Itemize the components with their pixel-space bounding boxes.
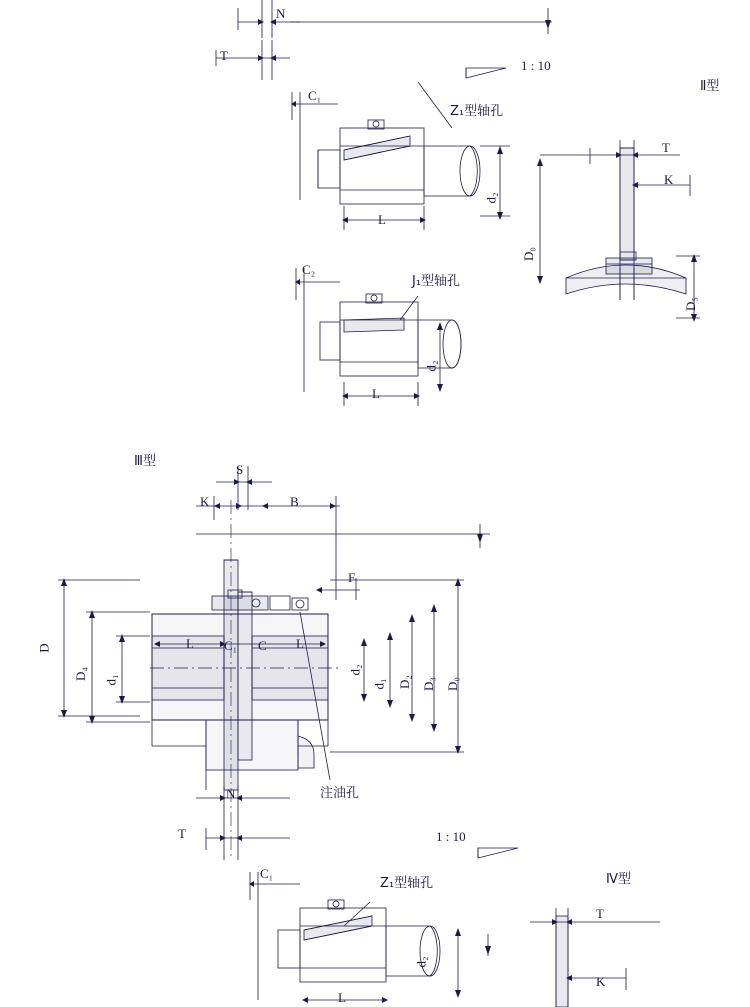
dim-label-S: S: [236, 462, 244, 477]
dim-label-L-right: L: [296, 636, 304, 651]
taper-note-bottom: 1 : 10: [436, 829, 466, 844]
dim-label-T-iv: T: [596, 906, 604, 921]
dim-label-D4: D₄: [72, 667, 88, 681]
dim-label-K-right-top: K: [664, 172, 674, 187]
bore-note-z1-top: Z₁型轴孔: [450, 104, 504, 119]
dim-label-T-right-top: T: [662, 140, 670, 155]
dim-label-B: B: [290, 494, 299, 509]
dim-label-C1-top: C₁: [308, 88, 322, 103]
dim-label-L-mid: L: [372, 386, 380, 401]
dim-label-d1-main: d₁: [371, 678, 387, 690]
type-label-2: Ⅱ型: [700, 79, 720, 94]
dim-label-K: K: [200, 494, 210, 509]
dim-label-N-bottom: N: [226, 786, 236, 801]
dim-label-C1-bottom: C₁: [260, 866, 274, 881]
dim-label-d2-main: d₂: [347, 664, 363, 676]
dim-label-d1-left: d₁: [103, 674, 119, 686]
dim-label-L-top: L: [378, 212, 386, 227]
bore-note-j1: J₁型轴孔: [412, 274, 461, 289]
dim-label-D3: D₃: [420, 677, 436, 691]
dim-label-N-top: N: [276, 6, 286, 21]
dim-label-D0-right: D₀: [520, 247, 536, 261]
dim-label-d2-mid: d₂: [423, 360, 439, 372]
taper-note-top: 1 : 10: [521, 58, 551, 73]
type-label-4: Ⅳ型: [606, 872, 631, 887]
dim-label-C1-mid: C₁: [224, 638, 238, 653]
dim-label-T-top: T: [220, 48, 228, 63]
dim-label-C-mid: C: [258, 638, 267, 653]
dim-label-F: F: [348, 570, 356, 585]
bore-note-z1-bottom: Z₁型轴孔: [380, 876, 434, 891]
dim-label-d2-bottom: d₂: [413, 956, 429, 968]
dim-label-T-bottom: T: [178, 826, 186, 841]
type-label-3: Ⅲ型: [134, 454, 156, 469]
oil-hole-note: 注油孔: [320, 786, 360, 801]
dim-label-L-bottom: L: [338, 990, 346, 1005]
dim-label-D0-main: D₀: [444, 677, 460, 691]
dim-label-K-iv: K: [596, 974, 606, 989]
dim-label-D: D: [36, 643, 52, 653]
dim-label-D5-right: D₅: [682, 297, 698, 311]
dim-label-C2: C₂: [302, 262, 316, 277]
dim-label-L-left: L: [186, 636, 194, 651]
dim-label-d2-top: d₂: [483, 192, 499, 204]
dim-label-D2: D₂: [396, 675, 412, 689]
